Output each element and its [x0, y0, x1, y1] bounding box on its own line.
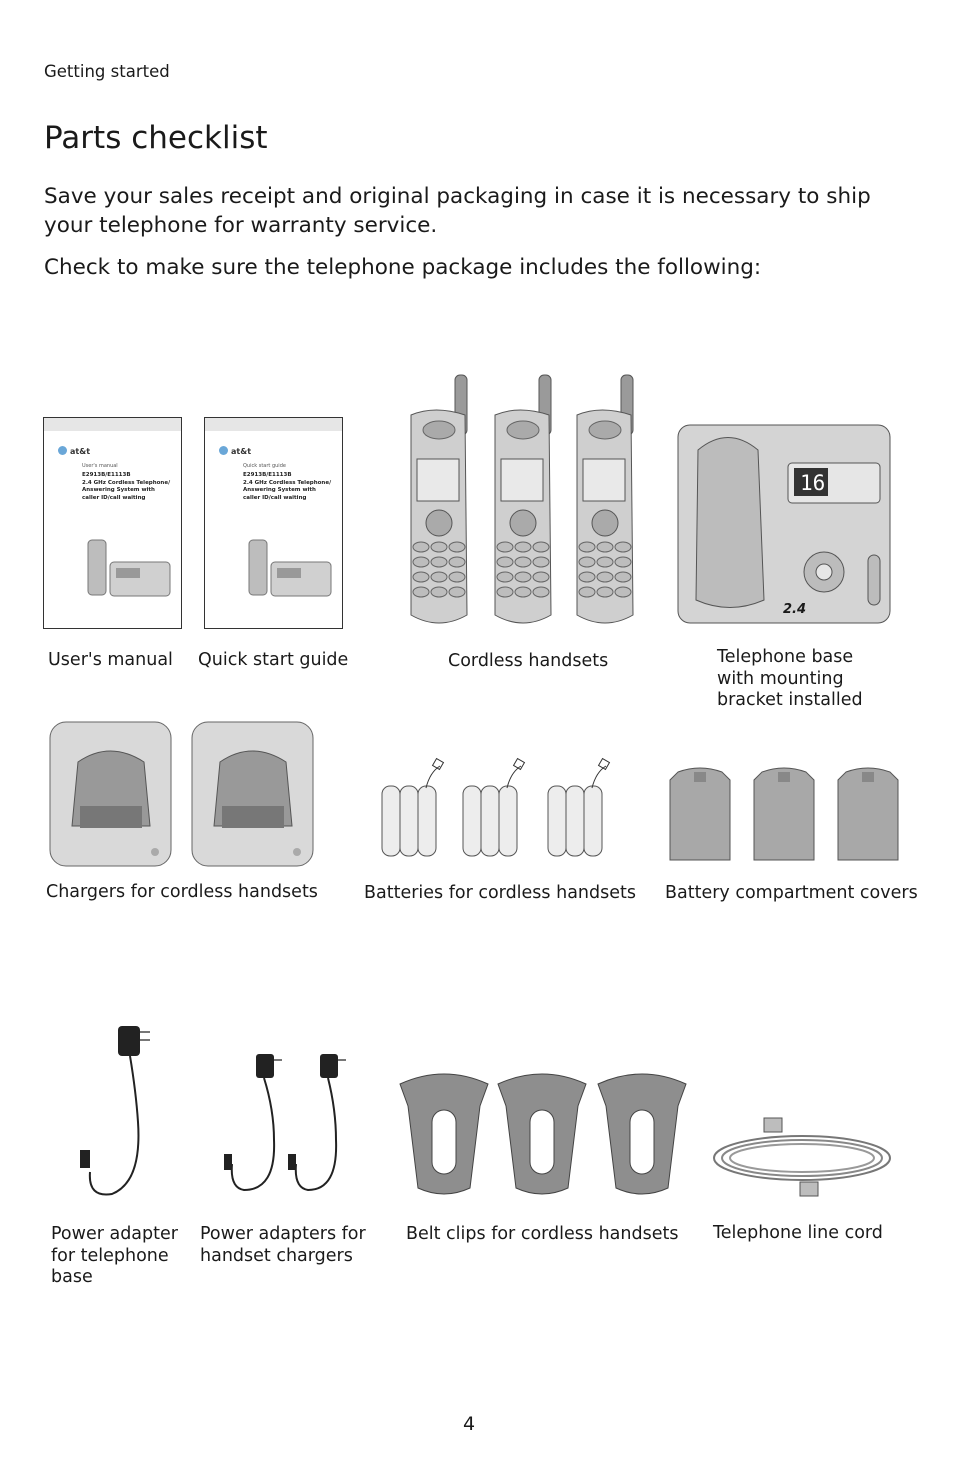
guide-small-label: Quick start guide	[243, 463, 286, 469]
guide-model-text	[243, 472, 335, 502]
caption-power-adapter-base: Power adapter for telephone base	[51, 1224, 178, 1287]
battery-covers-image	[668, 766, 900, 864]
caption-chargers: Chargers for cordless handsets	[46, 882, 318, 902]
guide-desc: 2.4 GHz Cordless Telephone/ Answering System with caller ID/call waiting	[243, 479, 332, 501]
caption-line-cord: Telephone line cord	[713, 1223, 883, 1243]
batteries-image	[382, 758, 618, 858]
page-title: Parts checklist	[44, 120, 268, 156]
base-display: 16	[800, 471, 826, 495]
users-manual-image	[43, 417, 182, 629]
phone-illustration-icon	[80, 540, 175, 600]
base-badge: 2.4	[783, 602, 807, 617]
caption-belt-clips: Belt clips for cordless handsets	[406, 1224, 679, 1244]
guide-model: E2913B/E1113B	[243, 472, 292, 478]
caption-battery-covers: Battery compartment covers	[665, 883, 918, 903]
quick-start-guide-image	[204, 417, 343, 629]
caption-users-manual: User's manual	[48, 650, 173, 670]
telephone-base-image	[678, 425, 892, 625]
section-label: Getting started	[44, 62, 170, 81]
intro-text: Save your sales receipt and original packaging in case it is necessary to ship your telephone for warranty service.	[44, 184, 871, 238]
manual-model: E2913B/E1113B	[82, 472, 131, 478]
power-adapter-base-image	[76, 1022, 156, 1200]
brand-text: at&t	[70, 447, 91, 456]
caption-cordless-handsets: Cordless handsets	[448, 651, 609, 671]
manual-model-text	[82, 472, 174, 502]
belt-clips-image	[400, 1070, 688, 1198]
caption-quick-start-guide: Quick start guide	[198, 650, 349, 670]
manual-small-label: User's manual	[82, 463, 118, 469]
brand-text: at&t	[231, 447, 252, 456]
power-adapters-chargers-image	[224, 1050, 354, 1200]
page-number: 4	[462, 1413, 476, 1435]
manual-desc: 2.4 GHz Cordless Telephone/ Answering System with caller ID/call waiting	[82, 479, 171, 501]
caption-power-adapters-chargers: Power adapters for handset chargers	[200, 1224, 366, 1266]
caption-batteries: Batteries for cordless handsets	[364, 883, 636, 903]
phone-illustration-icon	[241, 540, 336, 600]
line-cord-image	[712, 1116, 894, 1200]
cordless-handsets-image	[405, 375, 645, 631]
checklist-text: Check to make sure the telephone package includes the following:	[44, 255, 762, 280]
caption-telephone-base: Telephone base with mounting bracket installed	[717, 647, 863, 710]
chargers-image	[50, 722, 316, 868]
